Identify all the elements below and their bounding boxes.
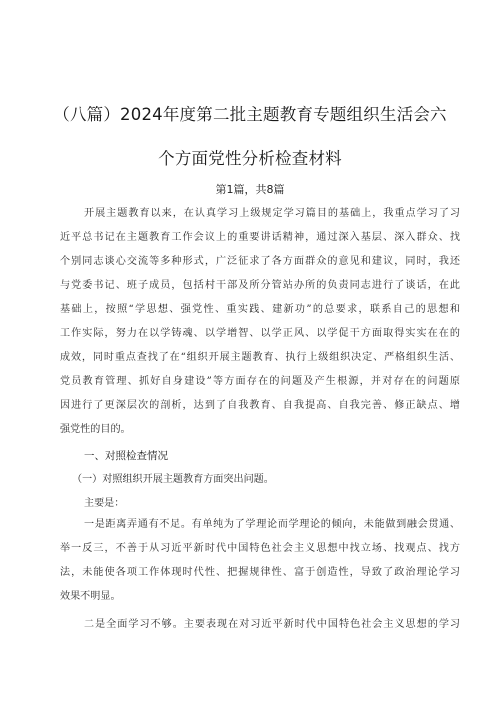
intro-line: 成效，同时重点查找了在“组织开展主题教育、执行上级组织决定、严格组织生活、 [60, 352, 460, 363]
intro-line: 近平总书记在主题教育工作会议上的重要讲话精神，通过深入基层、深入群众、找 [60, 232, 460, 243]
subsection-heading: （一）对照组织开展主题教育方面突出问题。 [72, 474, 274, 485]
intro-line: 与党委书记、班子成员，包括村干部及所分管站办所的负责同志进行了谈话，在此 [60, 280, 460, 291]
point-line: 一是距离弄通有不足。有单纯为了学理论而学理论的倾向，未能做到融会贯通、 [84, 519, 460, 530]
document-title-line-1: （八篇）2024年度第二批主题教育专题组织生活会六 [53, 105, 447, 124]
page-indicator: 第1篇，共8篇 [215, 183, 285, 196]
intro-line: 强党性的目的。 [60, 424, 131, 435]
intro-line: 开展主题教育以来，在认真学习上级规定学习篇目的基础上，我重点学习了习 [84, 208, 460, 219]
main-label: 主要是： [84, 498, 125, 509]
intro-line: 基础上，按照“学思想、强党性、重实践、建新功”的总要求，联系自己的思想和 [60, 304, 460, 315]
point-line: 举一反三，不善于从习近平新时代中国特色社会主义思想中找立场、找观点、找方 [60, 543, 460, 554]
intro-line: 党员教育管理、抓好自身建设”等方面存在的问题及产生根源，并对存在的问题原 [60, 376, 460, 387]
point-line: 二是全面学习不够。主要表现在对习近平新时代中国特色社会主义思想的学习 [84, 619, 460, 630]
point-line: 法，未能使各项工作体现时代性、把握规律性、富于创造性，导致了政治理论学习 [60, 567, 460, 578]
intro-line: 因进行了更深层次的剖析，达到了自我教育、自我提高、自我完善、修正缺点、增 [60, 400, 460, 411]
intro-line: 个别同志谈心交流等多种形式，广泛征求了各方面群众的意见和建议，同时，我还 [60, 256, 460, 267]
point-line: 效果不明显。 [60, 591, 121, 602]
document-title-line-2: 个方面党性分析检查材料 [158, 149, 342, 168]
intro-line: 工作实际，努力在以学铸魂、以学增智、以学正风、以学促干方面取得实实在在的 [60, 328, 460, 339]
section-heading: 一、对照检查情况 [84, 450, 168, 462]
